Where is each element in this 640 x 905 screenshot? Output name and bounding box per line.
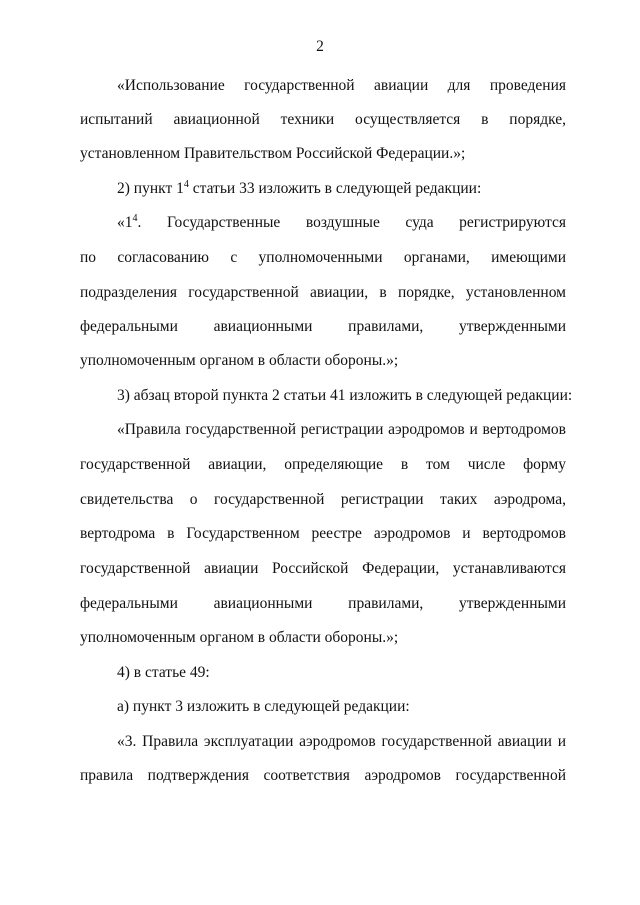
text-fragment <box>117 214 138 232</box>
text-line: установленном Правительством Российской Федерации.»; <box>80 145 466 162</box>
text-line: «3. Правила эксплуатации аэродромов государственной авиации и <box>117 733 566 750</box>
text-line: «Правила государственной регистрации аэродромов и вертодромов <box>117 421 566 438</box>
text-line: уполномоченным органом в области обороны.»; <box>80 629 399 646</box>
text-fragment: . Государственные воздушные суда регистрируются <box>137 214 566 231</box>
page-number: 2 <box>316 38 324 55</box>
text-line: по согласованию с уполномоченными органами, имеющими <box>80 249 566 266</box>
superscript: 4 <box>132 213 138 224</box>
text-fragment: «1 <box>117 214 133 231</box>
text-line <box>117 180 566 198</box>
text-line: подразделения государственной авиации, в порядке, установленном <box>80 284 566 301</box>
text-line: государственной авиации, определяющие в том числе форму <box>80 456 566 473</box>
text-line: государственной авиации Российской Федерации, устанавливаются <box>80 560 566 577</box>
text-line: федеральными авиационными правилами, утвержденными <box>80 318 566 335</box>
text-line: правила подтверждения соответствия аэродромов государственной <box>80 767 566 784</box>
text-line <box>117 214 566 232</box>
text-line: уполномоченным органом в области обороны.»; <box>80 352 399 369</box>
text-line: свидетельства о государственной регистрации таких аэродрома, <box>80 491 566 508</box>
text-line: федеральными авиационными правилами, утвержденными <box>80 595 566 612</box>
text-fragment: 2) пункт 1 <box>117 180 184 197</box>
text-line: вертодрома в Государственном реестре аэродромов и вертодромов <box>80 525 566 542</box>
superscript: 4 <box>183 179 189 190</box>
text-line: а) пункт 3 изложить в следующей редакции: <box>117 698 410 715</box>
text-line: «Использование государственной авиации для проведения <box>117 77 566 94</box>
text-line: 3) абзац второй пункта 2 статьи 41 изложить в следующей редакции: <box>117 387 573 404</box>
text-fragment: статьи 33 изложить в следующей редакции: <box>188 180 482 197</box>
text-line: 4) в статье 49: <box>117 664 210 681</box>
text-line: испытаний авиационной техники осуществляется в порядке, <box>80 111 566 128</box>
